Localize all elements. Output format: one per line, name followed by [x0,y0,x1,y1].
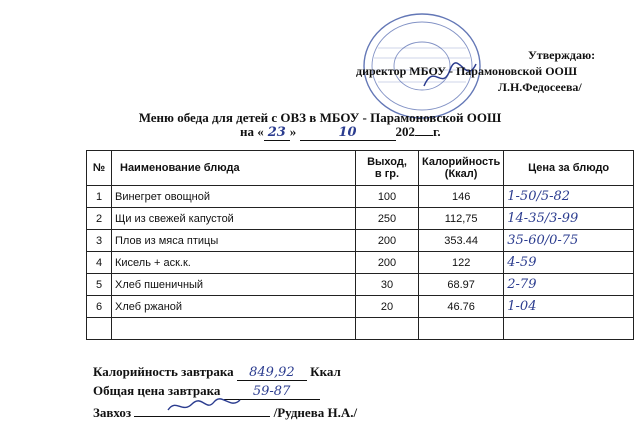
col-price-header: Цена за блюдо [504,151,634,186]
row-output: 250 [356,208,419,230]
footer-storekeeper [93,402,357,421]
menu-title: Меню обеда для детей с ОВЗ в МБОУ - Парамоновской ООШ [138,110,502,125]
date-year-blank [415,135,433,136]
col-output-header: Выход, в гр. [356,151,419,186]
row-calories [419,318,504,340]
row-num: 3 [87,230,112,252]
row-price-value: 4-59 [507,255,537,270]
table-header-row [87,151,634,186]
row-output: 20 [356,296,419,318]
table-row [87,186,634,208]
footer-calories-unit: Ккал [310,364,341,379]
footer-price-label: Общая цена завтрака [93,383,221,398]
footer-calories [93,364,341,381]
row-price-value: 14-35/3-99 [507,211,579,226]
date-month: 10 [300,125,396,141]
row-calories: 146 [419,186,504,208]
storekeeper-signature-line [134,402,270,417]
row-name: Плов из мяса птицы [112,230,356,252]
approval-line-2: директор МБОУ - Парамоновской ООШ [356,64,578,78]
row-price [504,208,634,230]
storekeeper-signature [164,396,244,416]
approval-line-3: Л.Н.Федосеева/ [498,80,582,94]
table-row [87,296,634,318]
approval-line-1: Утверждаю: [528,48,596,62]
date-prefix: на « [240,124,264,139]
date-day-suffix: » [289,124,297,139]
row-num: 1 [87,186,112,208]
table-row [87,252,634,274]
footer-storekeeper-name: /Руднева Н.А./ [273,405,358,420]
row-price-value: 1-50/5-82 [507,189,571,204]
row-price [504,318,634,340]
date-year-suffix: г. [433,124,441,139]
row-output: 30 [356,274,419,296]
row-price [504,252,634,274]
row-price-value: 1-04 [507,299,537,314]
footer-storekeeper-label: Завхоз [93,405,132,420]
footer-calories-label: Калорийность завтрака [93,364,234,379]
footer-calories-value: 849,92 [237,365,307,381]
row-name: Винегрет овощной [112,186,356,208]
row-calories: 68.97 [419,274,504,296]
menu-table [86,150,634,340]
col-name-header: Наименование блюда [112,151,356,186]
col-num-header: № [87,151,112,186]
row-name [112,318,356,340]
row-num [87,318,112,340]
row-price [504,186,634,208]
row-name: Хлеб пшеничный [112,274,356,296]
row-price-value: 2-79 [507,277,537,292]
row-output: 200 [356,230,419,252]
table-row [87,230,634,252]
row-price [504,274,634,296]
col-calories-header: Калорийность (Ккал) [419,151,504,186]
row-calories: 112,75 [419,208,504,230]
date-day: 23 [264,125,290,141]
row-price-value: 35-60/0-75 [507,233,579,248]
row-name: Щи из свежей капустой [112,208,356,230]
table-row-empty [87,318,634,340]
table-row [87,274,634,296]
row-num: 4 [87,252,112,274]
row-output [356,318,419,340]
footer-price-value: 59-87 [224,384,320,400]
menu-date-line [240,124,441,141]
row-price [504,230,634,252]
row-output: 200 [356,252,419,274]
date-year-prefix: 202 [395,124,415,139]
row-num: 2 [87,208,112,230]
row-output: 100 [356,186,419,208]
row-name: Кисель + аск.к. [112,252,356,274]
row-price [504,296,634,318]
row-calories: 353.44 [419,230,504,252]
row-num: 6 [87,296,112,318]
row-calories: 46.76 [419,296,504,318]
row-calories: 122 [419,252,504,274]
table-row [87,208,634,230]
row-name: Хлеб ржаной [112,296,356,318]
row-num: 5 [87,274,112,296]
